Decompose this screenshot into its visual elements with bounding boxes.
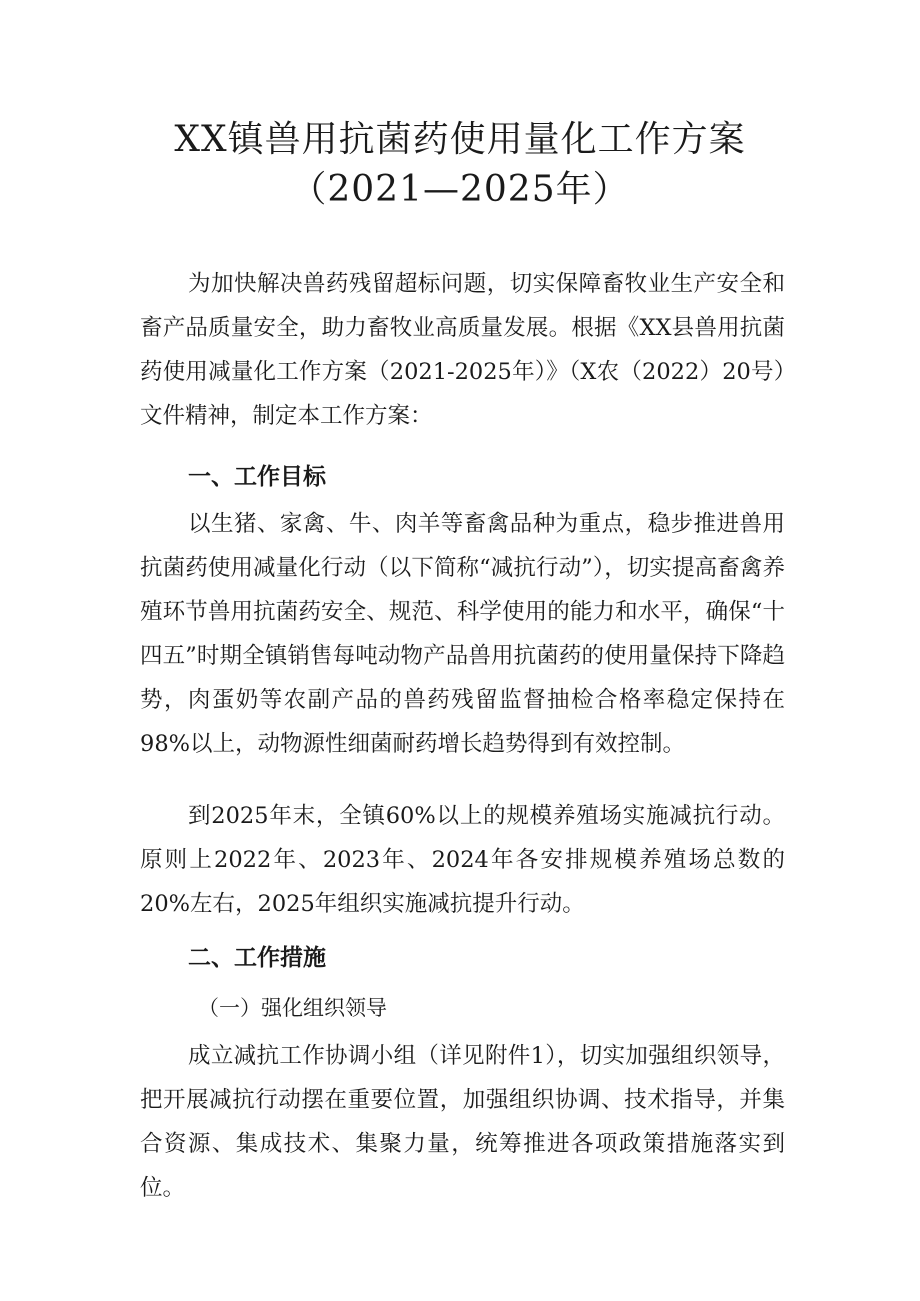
section-heading-measures: 二、工作措施 <box>188 945 326 971</box>
goals-paragraph-1: 以生猪、家禽、牛、肉羊等畜禽品种为重点，稳步推进兽用抗菌药使用减量化行动（以下简称“减抗行动”），切实提高畜禽养殖环节兽用抗菌药安全、规范、科学使用的能力和水平，确保“十四五”时期全镇销售每吨动物产品兽用抗菌药的使用量保持下降趋势，肉蛋奶等农副产品的兽药残留监督抽检合格率稳定保持在98%以上，动物源性细菌耐药增长趋势得到有效控制。 <box>140 511 785 757</box>
document-title: XX镇兽用抗菌药使用量化工作方案 <box>174 119 746 160</box>
section-heading-goals: 一、工作目标 <box>188 464 326 490</box>
goals-paragraph-2: 到2025年末，全镇60%以上的规模养殖场实施减抗行动。原则上2022年、2023年、2024年各安排规模养殖场总数的20%左右，2025年组织实施减抗提升行动。 <box>140 803 785 917</box>
intro-paragraph: 为加快解决兽药残留超标问题，切实保障畜牧业生产安全和畜产品质量安全，助力畜牧业高质量发展。根据《XX县兽用抗菌药使用减量化工作方案（2021-2025年）》（X农（2022）20号）文件精神，制定本工作方案： <box>140 271 785 429</box>
measures-paragraph-1: 成立减抗工作协调小组（详见附件1），切实加强组织领导，把开展减抗行动摆在重要位置，加强组织协调、技术指导，并集合资源、集成技术、集聚力量，统筹推进各项政策措施落实到位。 <box>140 1043 785 1201</box>
subsection-heading-leadership: （一）强化组织领导 <box>198 996 387 1020</box>
document-title-years: （2021—2025年） <box>290 169 630 210</box>
